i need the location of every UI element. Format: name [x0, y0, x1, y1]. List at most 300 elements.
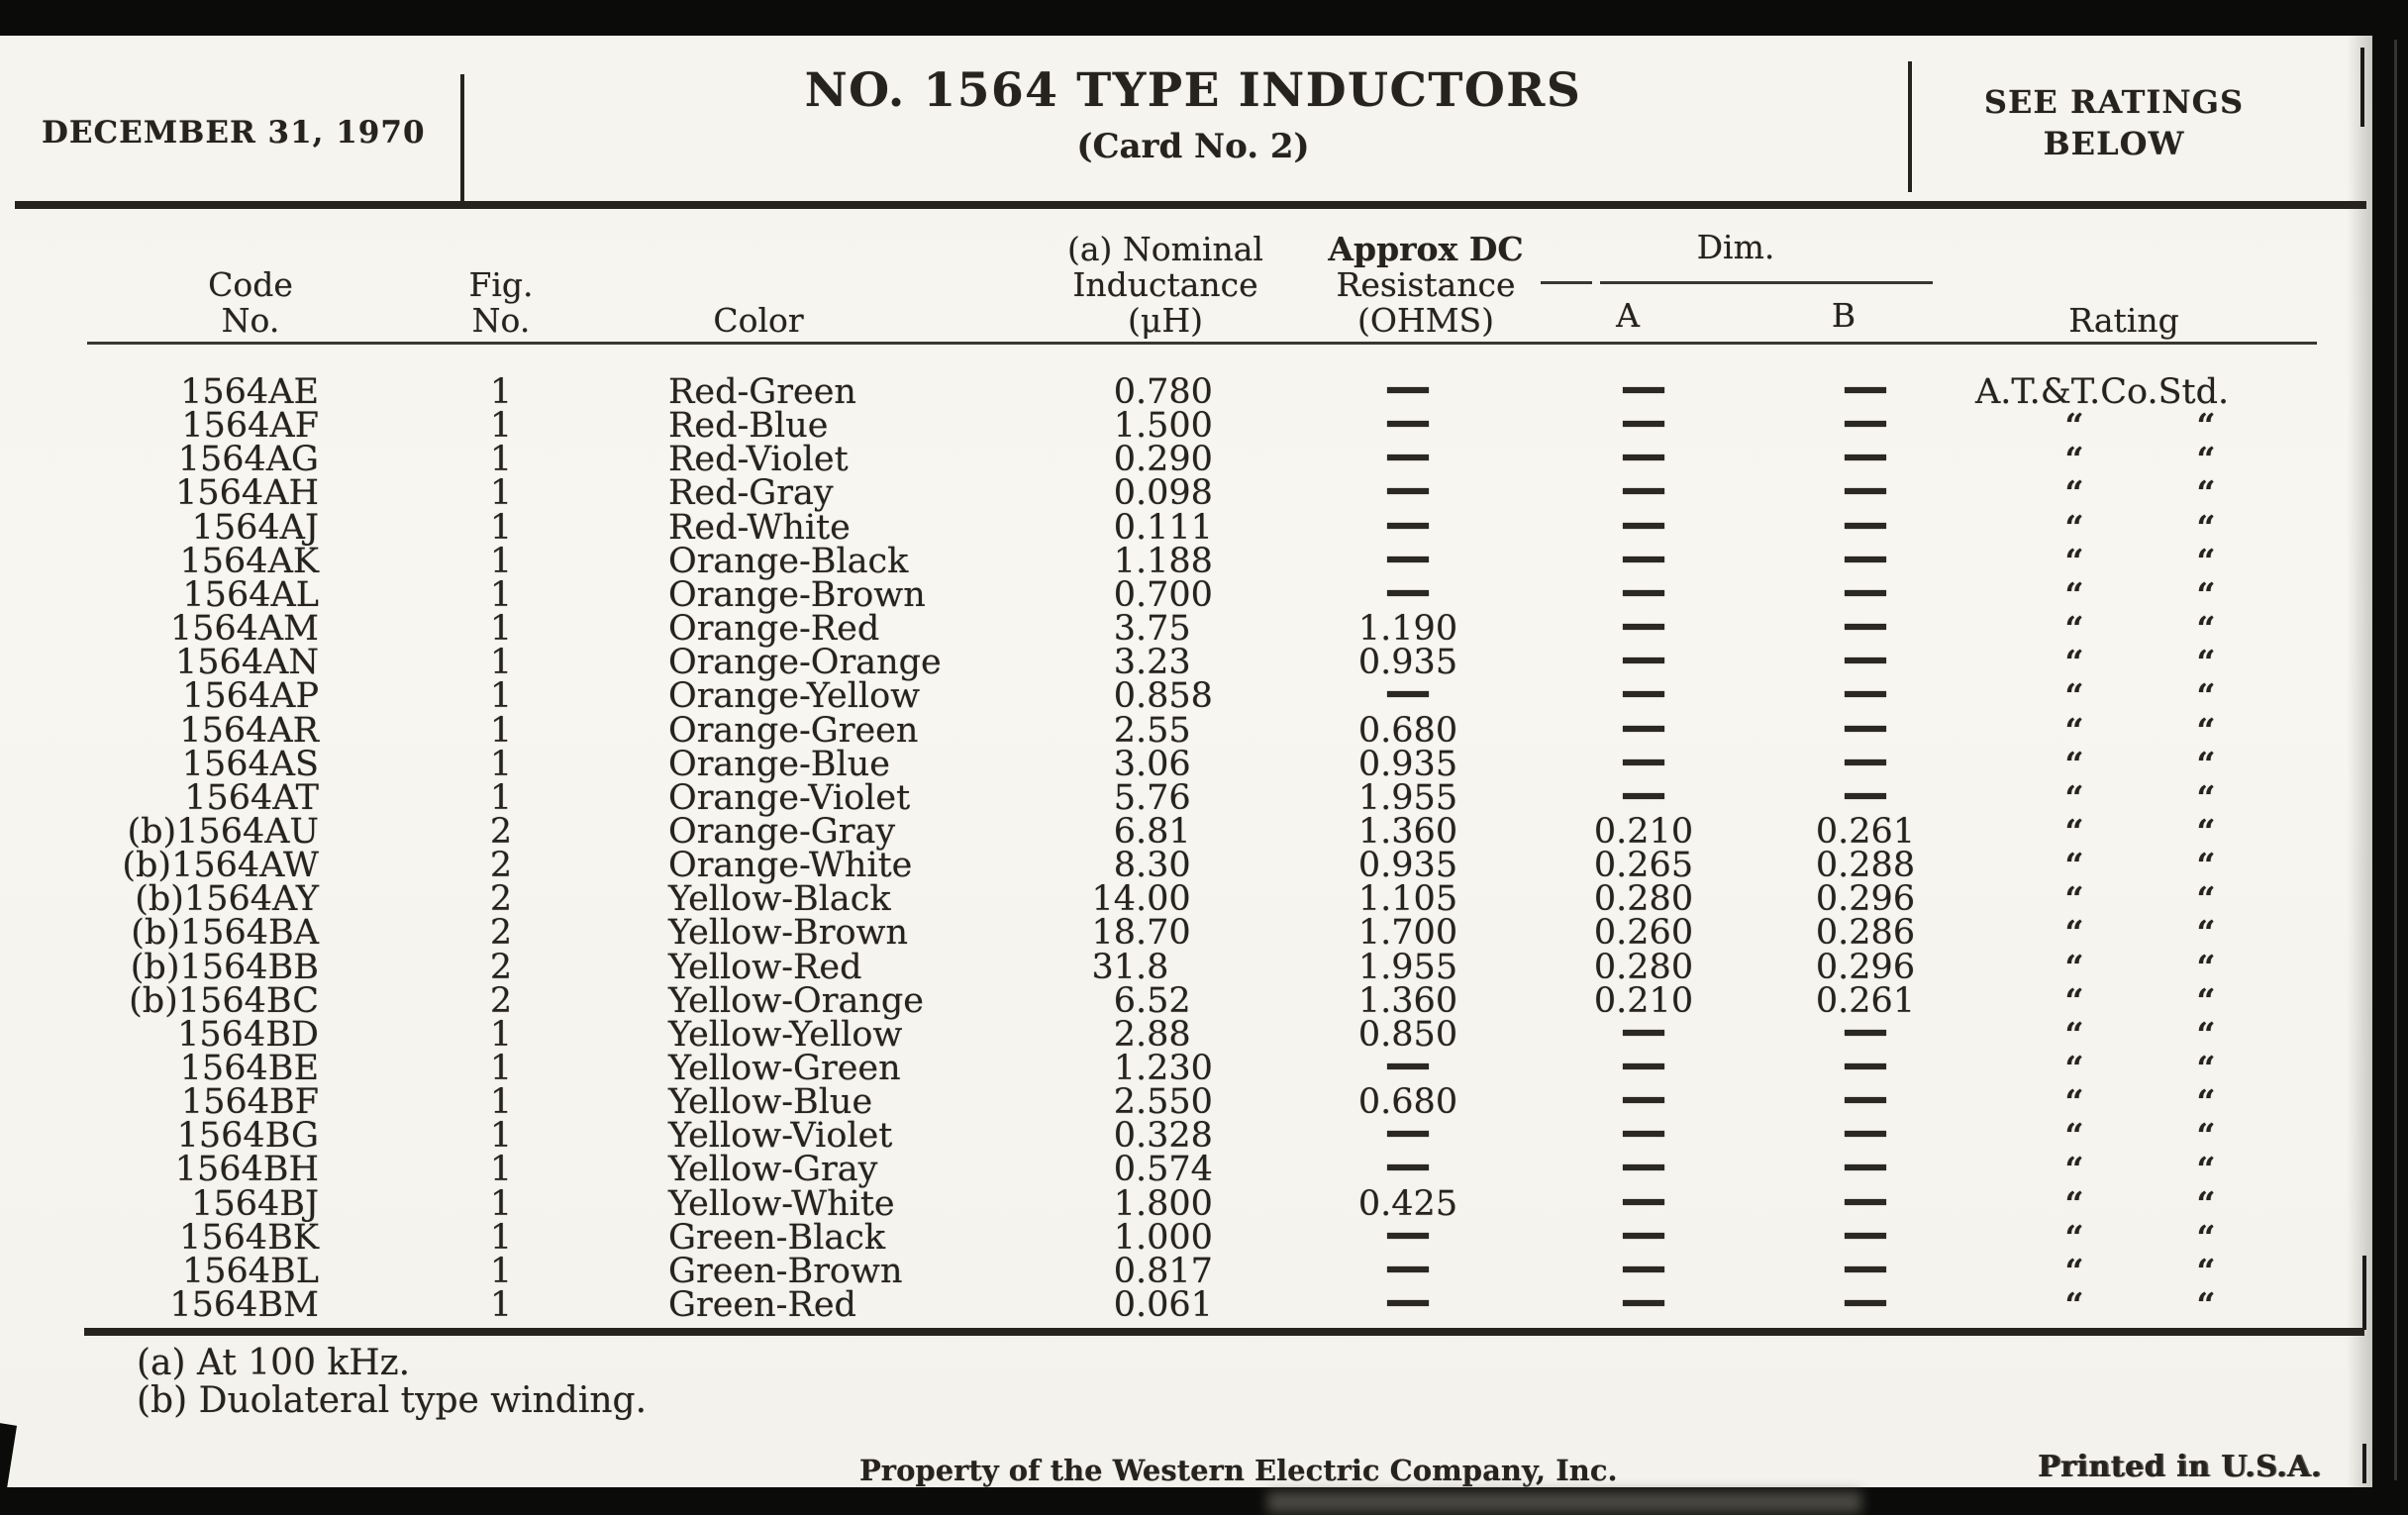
rating-ditto-mark: “	[2196, 1082, 2216, 1121]
dim-b-cell	[1784, 1187, 1947, 1221]
rating-ditto-mark: “	[2064, 676, 2084, 715]
rating-ditto-mark: “	[2196, 745, 2216, 783]
code-no-cell: 1564AM	[169, 609, 319, 649]
scan-border-top	[0, 0, 2408, 36]
column-header-code-line2: No.	[221, 301, 280, 340]
inductance-frac-cell: .230	[1136, 1049, 1213, 1088]
code-no-cell: 1564BG	[176, 1116, 319, 1156]
rating-ditto-mark: “	[2196, 812, 2216, 851]
table-row	[0, 575, 2408, 615]
dim-rule	[1600, 281, 1933, 284]
table-row	[0, 812, 2408, 852]
code-no-cell: 1564AJ	[191, 508, 319, 548]
color-cell: Red-Violet	[668, 440, 849, 479]
color-cell: Red-Blue	[668, 406, 829, 446]
dim-a-cell	[1562, 1052, 1725, 1085]
color-cell: Red-Green	[668, 372, 856, 412]
dim-rule	[1541, 281, 1592, 284]
table-row	[0, 609, 2408, 649]
rating-ditto-mark: “	[2196, 1285, 2216, 1324]
table-row	[0, 1150, 2408, 1189]
code-no-cell: (b)1564BB	[130, 948, 319, 987]
dim-b-cell	[1784, 578, 1947, 612]
inductance-frac-cell: .061	[1136, 1285, 1213, 1325]
color-cell: Orange-Gray	[668, 812, 896, 852]
inductance-int-cell: 0	[1113, 508, 1136, 548]
code-no-cell: 1564AP	[182, 676, 319, 716]
inductance-int-cell: 31	[1091, 948, 1136, 987]
dim-b-cell: 0.286	[1815, 913, 1916, 953]
dc-resistance-cell: 1.700	[1357, 913, 1458, 953]
code-no-cell: 1564AR	[179, 711, 319, 751]
dim-b-cell: 0.296	[1815, 879, 1916, 919]
code-no-cell: 1564AS	[181, 745, 319, 784]
column-header-inductance-line3: (μH)	[1128, 301, 1203, 340]
table-bottom-rule	[84, 1328, 2364, 1336]
code-no-cell: 1564AL	[182, 575, 319, 615]
table-row	[0, 473, 2408, 513]
dim-a-cell	[1562, 1288, 1725, 1322]
column-header-resistance-line3: (OHMS)	[1357, 301, 1494, 340]
code-no-cell: 1564BK	[179, 1218, 319, 1258]
dim-b-cell: 0.261	[1815, 812, 1916, 852]
fig-no-cell: 1	[489, 609, 513, 649]
table-row	[0, 676, 2408, 716]
color-cell: Yellow-Blue	[668, 1082, 873, 1122]
dc-resistance-cell: 1.190	[1357, 609, 1458, 649]
inductance-int-cell: 0	[1113, 1150, 1136, 1189]
table-row	[0, 542, 2408, 581]
scan-edge-tick	[2362, 1256, 2366, 1330]
rating-ditto-mark: “	[2064, 812, 2084, 851]
dc-resistance-cell	[1327, 511, 1489, 545]
dim-a-cell	[1562, 1221, 1725, 1255]
dim-a-cell	[1562, 1018, 1725, 1052]
dim-b-cell: 0.288	[1815, 846, 1916, 885]
code-no-cell: 1564BE	[179, 1049, 319, 1088]
dim-a-cell	[1562, 545, 1725, 578]
rating-ditto-mark: “	[2064, 575, 2084, 614]
rating-ditto-mark: “	[2064, 643, 2084, 681]
table-row	[0, 948, 2408, 987]
rating-ditto-mark: “	[2196, 846, 2216, 884]
rating-ditto-mark: “	[2196, 981, 2216, 1020]
inductance-int-cell: 2	[1113, 1082, 1136, 1122]
rating-ditto-mark: “	[2064, 473, 2084, 512]
code-no-cell: 1564BM	[169, 1285, 319, 1325]
rating-ditto-mark: “	[2196, 643, 2216, 681]
rating-ditto-mark: “	[2196, 1049, 2216, 1087]
dc-resistance-cell	[1327, 1119, 1489, 1153]
code-no-cell: (b)1564BC	[129, 981, 319, 1021]
column-header-resistance-line2: Resistance	[1336, 265, 1516, 304]
fig-no-cell: 2	[489, 913, 513, 953]
dc-resistance-cell: 1.360	[1357, 812, 1458, 852]
color-cell: Orange-Red	[668, 609, 880, 649]
table-row	[0, 1184, 2408, 1224]
scan-bottom-smear	[1267, 1491, 1861, 1513]
column-header-inductance-line1: (a) Nominal	[1067, 230, 1263, 268]
inductance-frac-cell: .70	[1136, 913, 1191, 953]
dim-a-cell	[1562, 578, 1725, 612]
table-row	[0, 745, 2408, 784]
color-cell: Yellow-Brown	[668, 913, 909, 953]
table-row	[0, 1116, 2408, 1156]
fig-no-cell: 2	[489, 879, 513, 919]
column-header-fig-line1: Fig.	[468, 265, 534, 304]
fig-no-cell: 1	[489, 1116, 513, 1156]
color-cell: Orange-Violet	[668, 778, 911, 818]
fig-no-cell: 1	[489, 745, 513, 784]
rating-ditto-mark: “	[2196, 1150, 2216, 1188]
code-no-cell: 1564BD	[177, 1015, 319, 1055]
inductance-int-cell: 0	[1113, 1116, 1136, 1156]
rating-ditto-mark: “	[2064, 879, 2084, 918]
code-no-cell: 1564BH	[174, 1150, 319, 1189]
rating-ditto-mark: “	[2064, 745, 2084, 783]
rating-ditto-mark: “	[2064, 948, 2084, 986]
inductance-frac-cell: .500	[1136, 406, 1213, 446]
color-cell: Orange-Yellow	[668, 676, 921, 716]
dim-a-cell: 0.260	[1593, 913, 1694, 953]
dim-b-cell	[1784, 781, 1947, 815]
dim-b-cell	[1784, 1221, 1947, 1255]
color-cell: Orange-Green	[668, 711, 919, 751]
code-no-cell: 1564BF	[180, 1082, 319, 1122]
inductance-frac-cell: .780	[1136, 372, 1213, 412]
dim-a-cell	[1562, 781, 1725, 815]
fig-no-cell: 1	[489, 440, 513, 479]
rating-ditto-mark: “	[2064, 1082, 2084, 1121]
inductance-frac-cell: .00	[1136, 879, 1191, 919]
inductance-int-cell: 3	[1113, 643, 1136, 682]
fig-no-cell: 1	[489, 473, 513, 513]
dc-resistance-cell	[1327, 1288, 1489, 1322]
inductance-int-cell: 3	[1113, 745, 1136, 784]
dc-resistance-cell: 0.935	[1357, 846, 1458, 885]
color-cell: Green-Red	[668, 1285, 856, 1325]
fig-no-cell: 1	[489, 711, 513, 751]
table-row	[0, 508, 2408, 548]
scan-border-bottom	[0, 1487, 2408, 1515]
column-header-dim: Dim.	[1696, 228, 1775, 266]
dim-a-cell	[1562, 612, 1725, 646]
rating-ditto-mark: “	[2064, 846, 2084, 884]
dc-resistance-cell	[1327, 409, 1489, 443]
color-cell: Red-White	[668, 508, 851, 548]
code-no-cell: (b)1564AU	[127, 812, 319, 852]
rating-ditto-mark: “	[2196, 913, 2216, 952]
inductance-frac-cell: .290	[1136, 440, 1213, 479]
dc-resistance-cell: 1.360	[1357, 981, 1458, 1021]
header-divider-right	[1908, 61, 1912, 192]
dc-resistance-cell	[1327, 1255, 1489, 1288]
inductance-int-cell: 0	[1113, 440, 1136, 479]
inductance-frac-cell: .574	[1136, 1150, 1213, 1189]
dim-a-cell	[1562, 748, 1725, 781]
table-row	[0, 1252, 2408, 1291]
rating-ditto-mark: “	[2196, 575, 2216, 614]
table-row	[0, 440, 2408, 479]
rating-ditto-mark: “	[2064, 1184, 2084, 1223]
rating-ditto-mark: “	[2064, 440, 2084, 478]
dc-resistance-cell: 1.955	[1357, 778, 1458, 818]
header-divider-left	[460, 74, 464, 203]
column-header-inductance-line2: Inductance	[1072, 265, 1258, 304]
rating-ditto-mark: “	[2196, 1015, 2216, 1054]
code-no-cell: 1564AH	[175, 473, 319, 513]
dim-a-cell	[1562, 1153, 1725, 1186]
fig-no-cell: 1	[489, 778, 513, 818]
dim-b-cell	[1784, 646, 1947, 679]
inductance-frac-cell: .000	[1136, 1218, 1213, 1258]
inductance-frac-cell: .858	[1136, 676, 1213, 716]
rating-ditto-mark: “	[2064, 913, 2084, 952]
fig-no-cell: 2	[489, 846, 513, 885]
dc-resistance-cell: 0.935	[1357, 643, 1458, 682]
fig-no-cell: 2	[489, 948, 513, 987]
inductance-frac-cell: .81	[1136, 812, 1191, 852]
inductance-int-cell: 1	[1113, 542, 1136, 581]
dc-resistance-cell: 0.935	[1357, 745, 1458, 784]
table-row	[0, 879, 2408, 919]
table-row	[0, 1218, 2408, 1258]
rating-ditto-mark: “	[2196, 711, 2216, 750]
table-row	[0, 981, 2408, 1021]
column-header-color: Color	[713, 301, 804, 340]
inductance-frac-cell: .30	[1136, 846, 1191, 885]
table-row	[0, 778, 2408, 818]
color-cell: Green-Brown	[668, 1252, 903, 1291]
inductance-frac-cell: .817	[1136, 1252, 1213, 1291]
inductance-int-cell: 1	[1113, 1184, 1136, 1224]
dc-resistance-cell: 1.105	[1357, 879, 1458, 919]
color-cell: Orange-Black	[668, 542, 909, 581]
inductance-int-cell: 14	[1091, 879, 1136, 919]
inductance-int-cell: 0	[1113, 1285, 1136, 1325]
code-no-cell: (b)1564AW	[122, 846, 319, 885]
color-cell: Yellow-White	[668, 1184, 895, 1224]
dim-b-cell	[1784, 511, 1947, 545]
dc-resistance-cell	[1327, 578, 1489, 612]
color-cell: Yellow-Violet	[668, 1116, 893, 1156]
inductance-int-cell: 6	[1113, 981, 1136, 1021]
dc-resistance-cell: 0.680	[1357, 711, 1458, 751]
dim-b-cell	[1784, 748, 1947, 781]
inductance-int-cell: 3	[1113, 609, 1136, 649]
inductance-int-cell: 2	[1113, 1015, 1136, 1055]
inductance-frac-cell: .188	[1136, 542, 1213, 581]
code-no-cell: 1564AK	[179, 542, 319, 581]
rating-ditto-mark: “	[2196, 508, 2216, 547]
rating-ditto-mark: “	[2196, 676, 2216, 715]
rating-ditto-mark: “	[2064, 1015, 2084, 1054]
column-header-fig-line2: No.	[471, 301, 531, 340]
table-row	[0, 1015, 2408, 1055]
scan-edge-sliver	[2394, 40, 2397, 1480]
rating-cell: A.T.&T.Co.Std.	[1975, 372, 2230, 412]
rating-ditto-mark: “	[2196, 778, 2216, 817]
code-no-cell: 1564AG	[177, 440, 319, 479]
dim-a-cell: 0.280	[1593, 948, 1694, 987]
inductance-frac-cell: .55	[1136, 711, 1191, 751]
fig-no-cell: 1	[489, 575, 513, 615]
table-row	[0, 913, 2408, 953]
inductance-int-cell: 2	[1113, 711, 1136, 751]
color-cell: Orange-Blue	[668, 745, 890, 784]
rating-ditto-mark: “	[2064, 542, 2084, 580]
fig-no-cell: 1	[489, 372, 513, 412]
fig-no-cell: 1	[489, 1150, 513, 1189]
inductance-int-cell: 18	[1091, 913, 1136, 953]
footnote-a: (a) At 100 kHz.	[137, 1343, 411, 1383]
column-header-resistance-line1: Approx DC	[1328, 230, 1524, 268]
rating-ditto-mark: “	[2196, 1184, 2216, 1223]
rating-ditto-mark: “	[2196, 440, 2216, 478]
dc-resistance-cell	[1327, 476, 1489, 510]
inductance-int-cell: 1	[1113, 1218, 1136, 1258]
dim-b-cell	[1784, 612, 1947, 646]
rating-ditto-mark: “	[2196, 406, 2216, 445]
rating-ditto-mark: “	[2196, 1218, 2216, 1257]
dim-a-cell	[1562, 511, 1725, 545]
dim-b-cell	[1784, 1255, 1947, 1288]
code-no-cell: 1564BL	[181, 1252, 319, 1291]
page-subtitle: (Card No. 2)	[1076, 127, 1310, 166]
dim-a-cell	[1562, 409, 1725, 443]
inductance-frac-cell: .098	[1136, 473, 1213, 513]
code-no-cell: 1564AT	[184, 778, 319, 818]
inductance-int-cell: 0	[1113, 473, 1136, 513]
fig-no-cell: 1	[489, 1015, 513, 1055]
rating-ditto-mark: “	[2064, 609, 2084, 648]
dc-resistance-cell	[1327, 1221, 1489, 1255]
fig-no-cell: 1	[489, 508, 513, 548]
inductance-frac-cell: .111	[1136, 508, 1213, 548]
dc-resistance-cell	[1327, 1052, 1489, 1085]
table-row	[0, 1285, 2408, 1325]
rating-ditto-mark: “	[2196, 948, 2216, 986]
dim-a-cell	[1562, 646, 1725, 679]
inductance-frac-cell: .88	[1136, 1015, 1191, 1055]
inductance-frac-cell: .550	[1136, 1082, 1213, 1122]
dim-b-cell: 0.296	[1815, 948, 1916, 987]
printed-in-usa: Printed in U.S.A.	[2038, 1450, 2322, 1484]
dim-a-cell	[1562, 443, 1725, 476]
fig-no-cell: 1	[489, 1049, 513, 1088]
dim-b-cell	[1784, 1085, 1947, 1119]
color-cell: Yellow-Orange	[668, 981, 924, 1021]
dc-resistance-cell	[1327, 443, 1489, 476]
color-cell: Green-Black	[668, 1218, 886, 1258]
property-notice: Property of the Western Electric Company, Inc.	[859, 1454, 1618, 1487]
inductance-int-cell: 0	[1113, 372, 1136, 412]
dc-resistance-cell: 0.680	[1357, 1082, 1458, 1122]
dim-a-cell	[1562, 1187, 1725, 1221]
inductance-int-cell: 1	[1113, 406, 1136, 446]
table-row	[0, 643, 2408, 682]
rating-ditto-mark: “	[2064, 1252, 2084, 1290]
fig-no-cell: 1	[489, 1252, 513, 1291]
dc-resistance-cell	[1327, 375, 1489, 409]
inductance-int-cell: 8	[1113, 846, 1136, 885]
table-row	[0, 372, 2408, 412]
dim-a-cell	[1562, 1255, 1725, 1288]
fig-no-cell: 1	[489, 1218, 513, 1258]
table-header-underline	[87, 342, 2317, 345]
color-cell: Red-Gray	[668, 473, 834, 513]
rating-ditto-mark: “	[2064, 1049, 2084, 1087]
fig-no-cell: 1	[489, 676, 513, 716]
dim-b-cell	[1784, 375, 1947, 409]
fig-no-cell: 1	[489, 1184, 513, 1224]
code-no-cell: 1564AE	[180, 372, 319, 412]
rating-ditto-mark: “	[2064, 1116, 2084, 1155]
dc-resistance-cell	[1327, 1153, 1489, 1186]
color-cell: Yellow-Black	[668, 879, 891, 919]
rating-ditto-mark: “	[2064, 1150, 2084, 1188]
dim-b-cell	[1784, 1119, 1947, 1153]
dim-b-cell	[1784, 679, 1947, 713]
rating-ditto-mark: “	[2064, 406, 2084, 445]
page-title: NO. 1564 TYPE INDUCTORS	[804, 63, 1582, 118]
rating-ditto-mark: “	[2064, 508, 2084, 547]
scan-edge-tick	[2360, 48, 2364, 127]
inductance-int-cell: 0	[1113, 575, 1136, 615]
dim-b-cell	[1784, 1052, 1947, 1085]
inductance-frac-cell: .700	[1136, 575, 1213, 615]
dim-b-cell	[1784, 476, 1947, 510]
color-cell: Yellow-Yellow	[668, 1015, 903, 1055]
table-row	[0, 1049, 2408, 1088]
color-cell: Yellow-Red	[668, 948, 862, 987]
inductance-int-cell: 1	[1113, 1049, 1136, 1088]
header-rule	[15, 201, 2366, 209]
fig-no-cell: 1	[489, 643, 513, 682]
color-cell: Yellow-Green	[668, 1049, 901, 1088]
column-header-code-line1: Code	[208, 265, 293, 304]
rating-ditto-mark: “	[2196, 1116, 2216, 1155]
color-cell: Yellow-Gray	[668, 1150, 878, 1189]
inductance-frac-cell: .8	[1136, 948, 1169, 987]
inductance-frac-cell: .75	[1136, 609, 1191, 649]
ratings-note-line1: SEE RATINGS	[1983, 83, 2245, 121]
rating-ditto-mark: “	[2064, 778, 2084, 817]
dim-a-cell: 0.210	[1593, 812, 1694, 852]
dc-resistance-cell	[1327, 545, 1489, 578]
fig-no-cell: 2	[489, 981, 513, 1021]
dim-a-cell	[1562, 375, 1725, 409]
fig-no-cell: 1	[489, 406, 513, 446]
dc-resistance-cell: 1.955	[1357, 948, 1458, 987]
inductance-frac-cell: .06	[1136, 745, 1191, 784]
dim-b-cell	[1784, 1018, 1947, 1052]
fig-no-cell: 1	[489, 542, 513, 581]
inductance-frac-cell: .52	[1136, 981, 1191, 1021]
dim-b-cell	[1784, 1288, 1947, 1322]
dim-b-cell	[1784, 443, 1947, 476]
dim-b-cell	[1784, 409, 1947, 443]
ratings-note-line2: BELOW	[2043, 125, 2185, 162]
document-date: DECEMBER 31, 1970	[42, 115, 426, 151]
code-no-cell: (b)1564AY	[135, 879, 319, 919]
inductance-frac-cell: .76	[1136, 778, 1191, 818]
code-no-cell: 1564AF	[181, 406, 319, 446]
scan-edge-tick	[2362, 1444, 2366, 1483]
dim-a-cell: 0.280	[1593, 879, 1694, 919]
inductance-frac-cell: .328	[1136, 1116, 1213, 1156]
dc-resistance-cell	[1327, 679, 1489, 713]
